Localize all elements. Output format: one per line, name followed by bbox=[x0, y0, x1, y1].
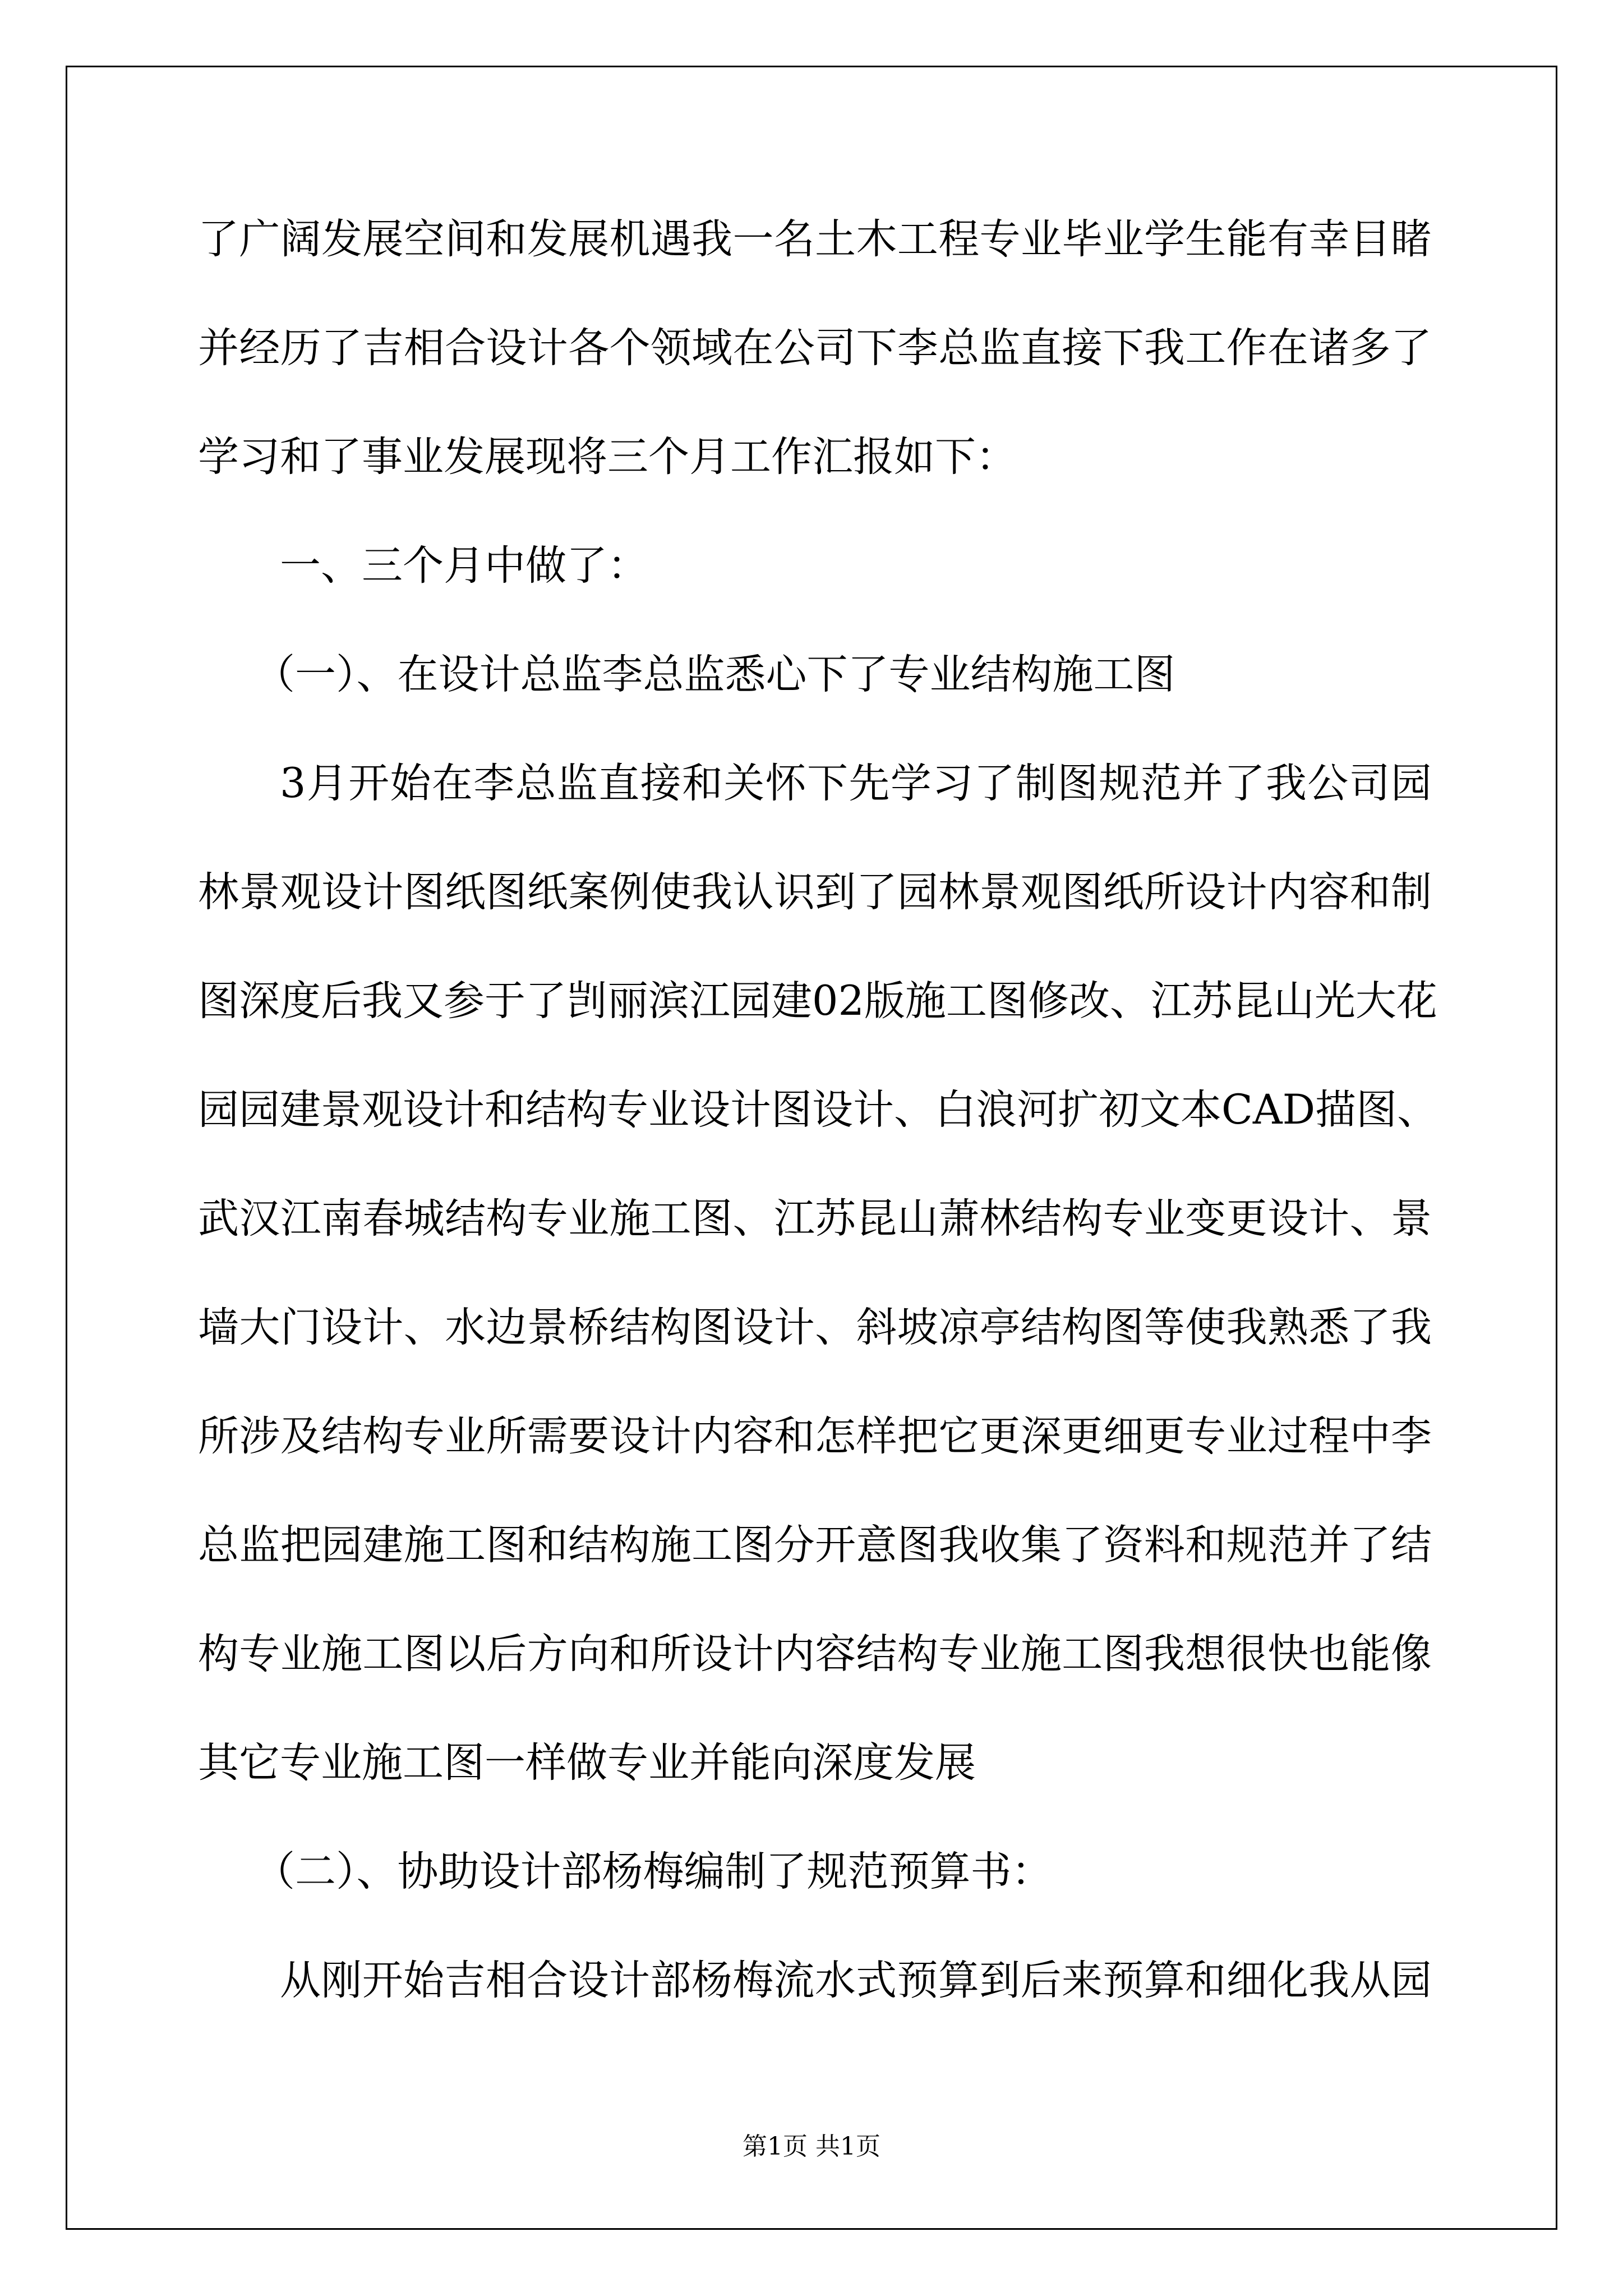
subsection-heading: （二）、协助设计部杨梅编制了规范预算书： bbox=[254, 1848, 1053, 1895]
text-line: 林景观设计图纸图纸案例使我认识到了园林景观图纸所设计内容和制 bbox=[198, 868, 1432, 916]
subsection-heading: （一）、在设计总监李总监悉心下了专业结构施工图 bbox=[254, 651, 1175, 698]
page-footer: 第1页 共1页 bbox=[743, 2132, 880, 2161]
text-line: 武汉江南春城结构专业施工图、江苏昆山萧林结构专业变更设计、景 bbox=[198, 1195, 1432, 1243]
text-line: 了广阔发展空间和发展机遇我一名土木工程专业毕业学生能有幸目睹 bbox=[198, 215, 1432, 263]
text-line: 所涉及结构专业所需要设计内容和怎样把它更深更细更专业过程中李 bbox=[198, 1412, 1432, 1460]
text-line: 3月开始在李总监直接和关怀下先学习了制图规范并了我公司园 bbox=[280, 760, 1432, 807]
text-line: 并经历了吉相合设计各个领域在公司下李总监直接下我工作在诸多了 bbox=[198, 324, 1432, 372]
text-line: 构专业施工图以后方向和所设计内容结构专业施工图我想很快也能像 bbox=[198, 1630, 1432, 1678]
text-line: 总监把园建施工图和结构施工图分开意图我收集了资料和规范并了结 bbox=[198, 1521, 1432, 1569]
text-line: 墙大门设计、水边景桥结构图设计、斜坡凉亭结构图等使我熟悉了我 bbox=[198, 1304, 1432, 1351]
section-heading: 一、三个月中做了： bbox=[280, 542, 648, 590]
text-line: 学习和了事业发展现将三个月工作汇报如下： bbox=[198, 433, 1017, 481]
text-line: 其它专业施工图一样做专业并能向深度发展 bbox=[198, 1739, 976, 1787]
document-body bbox=[198, 185, 1438, 2035]
text-line: 从刚开始吉相合设计部杨梅流水式预算到后来预算和细化我从园 bbox=[280, 1957, 1432, 2004]
text-line: 园园建景观设计和结构专业设计图设计、白浪河扩初文本CAD描图、 bbox=[198, 1086, 1438, 1134]
text-line: 图深度后我又参于了剀丽滨江园建02版施工图修改、江苏昆山光大花 bbox=[198, 977, 1437, 1025]
